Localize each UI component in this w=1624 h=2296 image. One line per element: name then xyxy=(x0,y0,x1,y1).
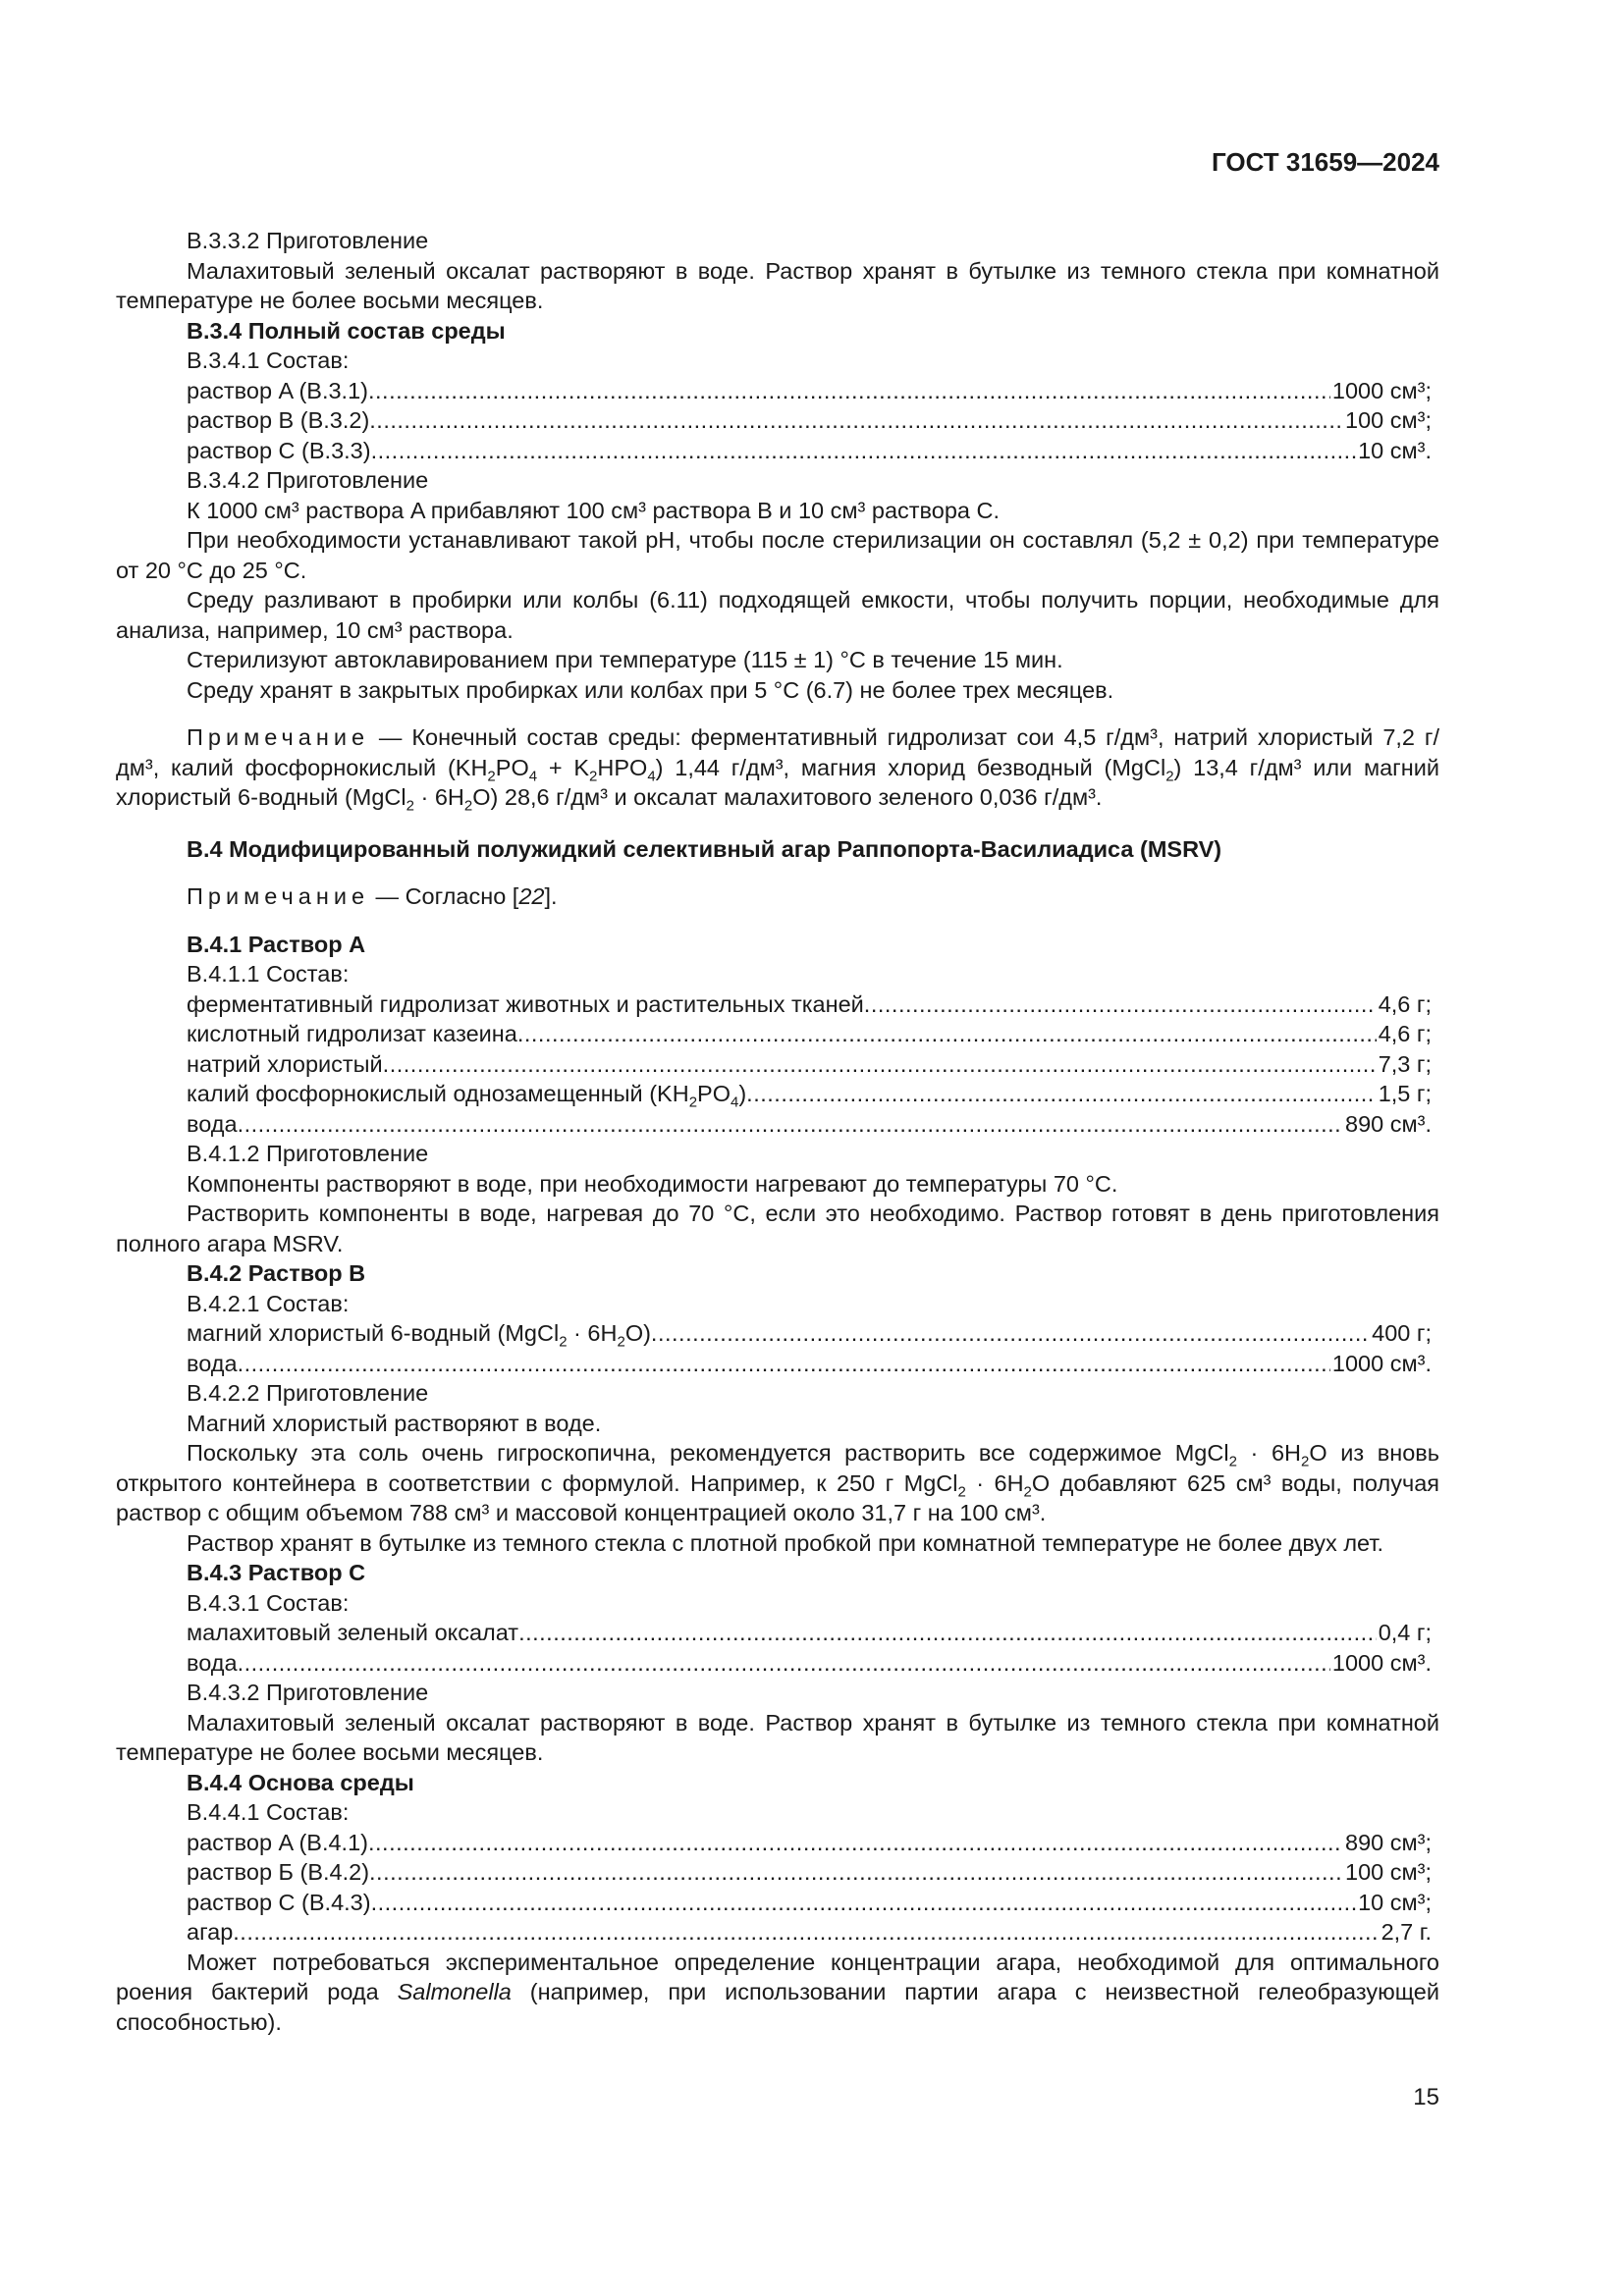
subsection-title: В.3.4.2 Приготовление xyxy=(187,467,429,493)
section-title: В.4.1 Раствор A xyxy=(187,931,366,957)
page-number: 15 xyxy=(1413,2084,1439,2110)
subsection-title: В.4.2.2 Приготовление xyxy=(187,1380,429,1406)
paragraph: Стерилизуют автоклавированием при температуре (115 ± 1) °C в течение 15 мин. xyxy=(187,647,1063,672)
composition-row: калий фосфорнокислый однозамещенный $(KH_2PO_4)$ ..... 1,5 г; xyxy=(116,1079,1432,1109)
section-title: В.4.2 Раствор В xyxy=(187,1260,366,1286)
subsection-title: В.3.3.2 Приготовление xyxy=(187,228,429,253)
composition-row: раствор Б (В.4.2) ..... 100 см³; xyxy=(116,1857,1432,1888)
paragraph: Может потребоваться экспериментальное определение концентрации агара, необходимой для оптимального роения бактерий рода Salmonella (например, при использовании партии агара с неизвестной гелеобразующей способностью). xyxy=(116,1949,1439,2035)
document-body xyxy=(116,226,1439,2037)
section-title: В.4 Модифицированный полужидкий селективный агар Раппопорта-Василиадиса (MSRV) xyxy=(187,835,1222,862)
subsection-title: В.4.4.1 Состав: xyxy=(187,1799,350,1825)
composition-row: раствор A (В.3.1) ..... 1000 см³; xyxy=(116,376,1432,406)
paragraph: Малахитовый зеленый оксалат растворяют в воде. Раствор хранят в бутылке из темного стекла при комнатной температуре не более восьми месяцев. xyxy=(116,1709,1439,1765)
composition-row: малахитовый зеленый оксалат ..... 0,4 г; xyxy=(116,1618,1432,1648)
paragraph: Среду хранят в закрытых пробирках или колбах при 5 °C (6.7) не более трех месяцев. xyxy=(187,676,1114,703)
paragraph: Малахитовый зеленый оксалат растворяют в воде. Раствор хранят в бутылке из темного стекла при комнатной температуре не более восьми месяцев. xyxy=(116,257,1439,313)
composition-row: натрий хлористый ..... 7,3 г; xyxy=(116,1049,1432,1080)
composition-row: вода ..... 1000 см³. xyxy=(116,1648,1432,1679)
subsection-title: В.4.3.2 Приготовление xyxy=(187,1680,429,1705)
composition-row: раствор С (В.3.3) ..... 10 см³. xyxy=(116,436,1432,466)
composition-row: раствор A (В.4.1) ..... 890 см³; xyxy=(116,1828,1432,1858)
subsection-title: В.3.4.1 Состав: xyxy=(187,347,350,373)
composition-row: агар ..... 2,7 г. xyxy=(116,1917,1432,1948)
paragraph: Раствор хранят в бутылке из темного стекла с плотной пробкой при комнатной температуре не более двух лет. xyxy=(187,1529,1384,1556)
section-title: В.4.3 Раствор С xyxy=(187,1560,366,1585)
note: Примечание — Конечный состав среды: ферментативный гидролизат сои 4,5 г/дм³, натрий хлористый 7,2 г/дм³, калий фосфорнокислый $(KH_2PO_4 + K_2HPO_4)$ 1,44 г/дм³, магния хлорид безводный (MgCl$_2$) 13,4 г/дм³ или магний хлористый 6-водный (MgCl$_2$ · $6H_2O$) 28,6 г/дм³ и оксалат малахитового зеленого 0,036 г/дм³. xyxy=(116,724,1439,815)
paragraph: Среду разливают в пробирки или колбы (6.11) подходящей емкости, чтобы получить порции, необходимые для анализа, например, 10 см³ раствора. xyxy=(116,587,1439,643)
paragraph: К 1000 см³ раствора A прибавляют 100 см³ раствора В и 10 см³ раствора С. xyxy=(187,497,1001,523)
paragraph: Растворить компоненты в воде, нагревая до 70 °C, если это необходимо. Раствор готовят в день приготовления полного агара MSRV. xyxy=(116,1201,1439,1256)
paragraph: Компоненты растворяют в воде, при необходимости нагревают до температуры 70 °C. xyxy=(187,1170,1118,1197)
subsection-title: В.4.3.1 Состав: xyxy=(187,1589,350,1616)
composition-row: вода ..... 1000 см³. xyxy=(116,1349,1432,1379)
subsection-title: В.4.2.1 Состав: xyxy=(187,1290,350,1316)
composition-row: кислотный гидролизат казеина ..... 4,6 г; xyxy=(116,1019,1432,1049)
composition-row: ферментативный гидролизат животных и растительных тканей ..... 4,6 г; xyxy=(116,989,1432,1020)
subsection-title: В.4.1.1 Состав: xyxy=(187,961,350,987)
paragraph: Магний хлористый растворяют в воде. xyxy=(187,1410,602,1436)
subsection-title: В.4.1.2 Приготовление xyxy=(187,1141,429,1166)
section-title: В.4.4 Основа среды xyxy=(187,1769,414,1795)
composition-row: раствор С (В.4.3) ..... 10 см³; xyxy=(116,1888,1432,1918)
section-title: В.3.4 Полный состав среды xyxy=(187,317,506,344)
composition-row: магний хлористый 6-водный (MgCl$_2$ · $6H_2O$) ..... 400 г; xyxy=(116,1318,1432,1349)
paragraph: При необходимости устанавливают такой pH, чтобы после стерилизации он составлял (5,2 ± 0,2) при температуре от 20 °C до 25 °C. xyxy=(116,527,1439,583)
composition-row: раствор В (В.3.2) ..... 100 см³; xyxy=(116,405,1432,436)
composition-row: вода ..... 890 см³. xyxy=(116,1109,1432,1140)
document-header: ГОСТ 31659—2024 xyxy=(1212,147,1439,177)
note: Примечание — Согласно [22]. xyxy=(187,883,558,909)
paragraph: Поскольку эта соль очень гигроскопична, рекомендуется растворить все содержимое MgCl$_2$ · $6H_2O$ из вновь открытого контейнера в соответствии с формулой. Например, к 250 г MgCl$_2$ · $6H_2O$ добавляют 625 см³ воды, получая раствор с общим объемом 788 см³ и массовой концентрацией около 31,7 г на 100 см³. xyxy=(116,1440,1439,1525)
